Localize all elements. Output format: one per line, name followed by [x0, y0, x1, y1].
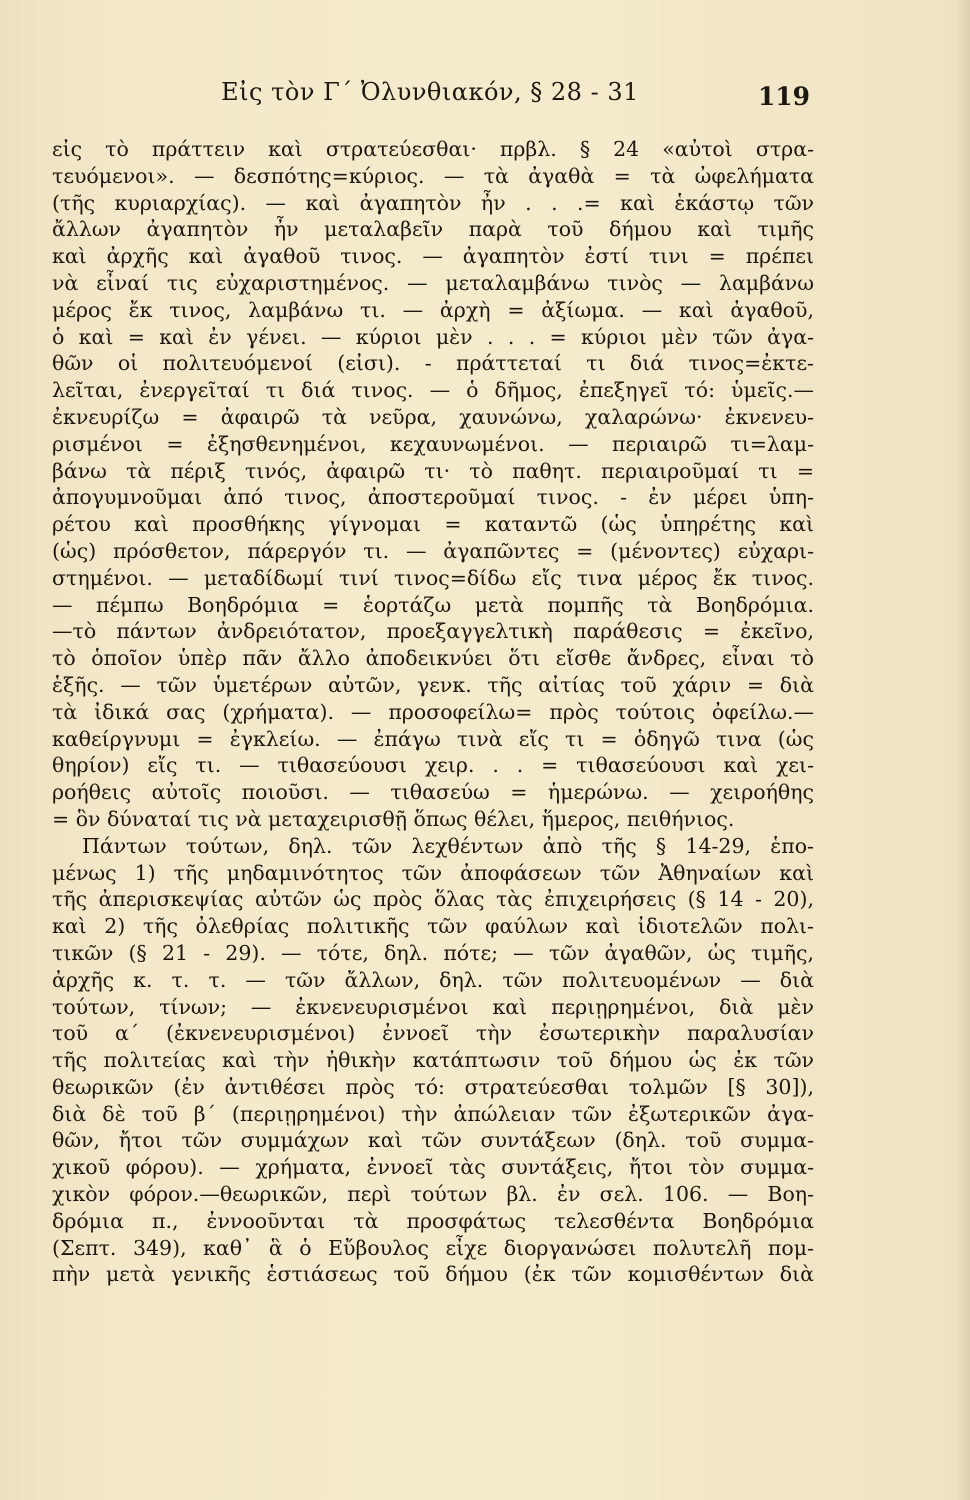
- text-line: = ὃν δύναταί τις νὰ μεταχειρισθῇ ὅπως θέλει, ἥμερος, πειθήνιος.: [52, 806, 735, 831]
- text-line: ἀπογυμνοῦμαι ἀπό τινος, ἀποστεροῦμαί τινος. - ἐν μέρει ὑπη-: [52, 485, 814, 510]
- text-line: νὰ εἶναί τις εὐχαριστημένος. — μεταλαμβάνω τινὸς — λαμβάνω: [52, 270, 814, 295]
- text-line: τούτων, τίνων; — ἐκνενευρισμένοι καὶ περιῃρημένοι, διὰ μὲν: [52, 994, 814, 1019]
- page-edge-shadow: [956, 0, 970, 1500]
- page-header: [50, 78, 810, 122]
- text-line: τῆς ἀπερισκεψίας αὐτῶν ὡς πρὸς ὅλας τὰς ἐπιχειρήσεις (§ 14 - 20),: [52, 887, 814, 912]
- text-line: (Σεπτ. 349), καθ᾽ ἃ ὁ Εὔβουλος εἶχε διοργανώσει πολυτελῆ πομ-: [52, 1235, 814, 1260]
- text-line: θεωρικῶν (ἐν ἀντιθέσει πρὸς τό: στρατεύεσθαι τολμῶν [§ 30]),: [52, 1074, 814, 1099]
- text-line: — πέμπω Βοηδρόμια = ἑορτάζω μετὰ πομπῆς τὰ Βοηδρόμια.: [52, 592, 814, 617]
- text-line: τοῦ α΄ (ἐκνενευρισμένοι) ἐννοεῖ τὴν ἐσωτερικὴν παραλυσίαν: [52, 1021, 814, 1046]
- page-number: 119: [757, 82, 810, 111]
- text-line: θηρίον) εἴς τι. — τιθασεύουσι χειρ. . . = τιθασεύουσι καὶ χει-: [52, 753, 814, 778]
- text-line: χικοῦ φόρου). — χρήματα, ἐννοεῖ τὰς συντάξεις, ἤτοι τὸν συμμα-: [52, 1155, 814, 1180]
- text-line: ρισμένοι = ἐξησθενημένοι, κεχαυνωμένοι. — περιαιρῶ τι=λαμ-: [52, 431, 814, 456]
- text-line: διὰ δὲ τοῦ β΄ (περιῃρημένοι) τὴν ἀπώλειαν τῶν ἐξωτερικῶν ἀγα-: [52, 1101, 814, 1126]
- text-line: ρέτου καὶ προσθήκης γίγνομαι = καταντῶ (ὡς ὑπηρέτης καὶ: [52, 512, 814, 537]
- text-line: εἰς τὸ πράττειν καὶ στρατεύεσθαι· πρβλ. § 24 «αὐτοὶ στρα-: [52, 137, 814, 161]
- text-line: θῶν οἱ πολιτευόμενοί (εἰσι). - πράττεταί τι διά τινος=ἐκτε-: [52, 351, 814, 376]
- text-line: λεῖται, ἐνεργεῖταί τι διά τινος. — ὁ δῆμος, ἐπεξηγεῖ τό: ὑμεῖς.—: [52, 378, 814, 403]
- text-line: στημένοι. — μεταδίδωμί τινί τινος=δίδω εἴς τινα μέρος ἔκ τινος.: [52, 565, 814, 590]
- running-title: Εἰς τὸν Γ΄ Ὀλυνθιακόν, § 28 - 31: [221, 78, 639, 106]
- text-line: πὴν μετὰ γενικῆς ἑστιάσεως τοῦ δήμου (ἐκ τῶν κομισθέντων διὰ: [52, 1262, 814, 1287]
- text-line: —τὸ πάντων ἀνδρειότατον, προεξαγγελτικὴ παράθεσις = ἐκεῖνο,: [52, 619, 814, 644]
- text-line: ὁ καὶ = καὶ ἐν γένει. — κύριοι μὲν . . . = κύριοι μὲν τῶν ἀγα-: [52, 324, 814, 349]
- text-line: τικῶν (§ 21 - 29). — τότε, δηλ. πότε; — τῶν ἀγαθῶν, ὡς τιμῆς,: [52, 940, 814, 965]
- text-line: βάνω τὰ πέριξ τινός, ἀφαιρῶ τι· τὸ παθητ. περιαιροῦμαί τι =: [52, 458, 814, 483]
- text-line: ἀρχῆς κ. τ. τ. — τῶν ἄλλων, δηλ. τῶν πολιτευομένων — διὰ: [52, 967, 814, 992]
- text-line: (τῆς κυριαρχίας). — καὶ ἀγαπητὸν ἦν . . .= καὶ ἑκάστῳ τῶν: [52, 190, 814, 215]
- text-line: τῆς πολιτείας καὶ τὴν ἠθικὴν κατάπτωσιν τοῦ δήμου ὡς ἐκ τῶν: [52, 1048, 814, 1073]
- text-line: ροήθεις αὐτοῖς ποιοῦσι. — τιθασεύω = ἡμερώνω. — χειροήθης: [52, 780, 814, 805]
- text-line: τὸ ὁποῖον ὑπὲρ πᾶν ἄλλο ἀποδεικνύει ὅτι εἴσθε ἄνδρες, εἶναι τὸ: [52, 646, 814, 671]
- text-line: καὶ ἀρχῆς καὶ ἀγαθοῦ τινος. — ἀγαπητὸν ἐστί τινι = πρέπει: [52, 244, 814, 269]
- text-line: μένως 1) τῆς μηδαμινότητος τῶν ἀποφάσεων τῶν Ἀθηναίων καὶ: [52, 860, 814, 885]
- text-line: καθείργνυμι = ἐγκλείω. — ἐπάγω τινὰ εἴς τι = ὁδηγῶ τινα (ὡς: [52, 726, 814, 751]
- text-line: ἑξῆς. — τῶν ὑμετέρων αὐτῶν, γενκ. τῆς αἰτίας τοῦ χάριν = διὰ: [52, 672, 814, 697]
- text-line: Πάντων τούτων, δηλ. τῶν λεχθέντων ἀπὸ τῆς § 14-29, ἑπο-: [82, 833, 814, 858]
- text-line: χικὸν φόρον.—θεωρικῶν, περὶ τούτων βλ. ἐν σελ. 106. — Βοη-: [52, 1182, 814, 1207]
- text-line: τευόμενοι». — δεσπότης=κύριος. — τὰ ἀγαθὰ = τὰ ὠφελήματα: [52, 163, 814, 188]
- text-line: δρόμια π., ἐννοοῦνται τὰ προσφάτως τελεσθέντα Βοηδρόμια: [52, 1208, 814, 1233]
- text-line: μέρος ἔκ τινος, λαμβάνω τι. — ἀρχὴ = ἀξίωμα. — καὶ ἀγαθοῦ,: [52, 297, 814, 322]
- text-line: τὰ ἰδικά σας (χρήματα). — προσοφείλω= πρὸς τούτοις ὀφείλω.—: [52, 699, 814, 724]
- text-line: ἄλλων ἀγαπητὸν ἦν μεταλαβεῖν παρὰ τοῦ δήμου καὶ τιμῆς: [52, 217, 814, 242]
- text-line: (ὡς) πρόσθετον, πάρεργόν τι. — ἀγαπῶντες = (μένοντες) εὐχαρι-: [52, 538, 814, 563]
- text-line: ἐκνευρίζω = ἀφαιρῶ τὰ νεῦρα, χαυνώνω, χαλαρώνω· ἐκνενευ-: [52, 404, 814, 429]
- commentary-text: [52, 136, 814, 1288]
- text-line: θῶν, ἤτοι τῶν συμμάχων καὶ τῶν συντάξεων (δηλ. τοῦ συμμα-: [52, 1128, 814, 1153]
- text-line: καὶ 2) τῆς ὀλεθρίας πολιτικῆς τῶν φαύλων καὶ ἰδιοτελῶν πολι-: [52, 914, 814, 939]
